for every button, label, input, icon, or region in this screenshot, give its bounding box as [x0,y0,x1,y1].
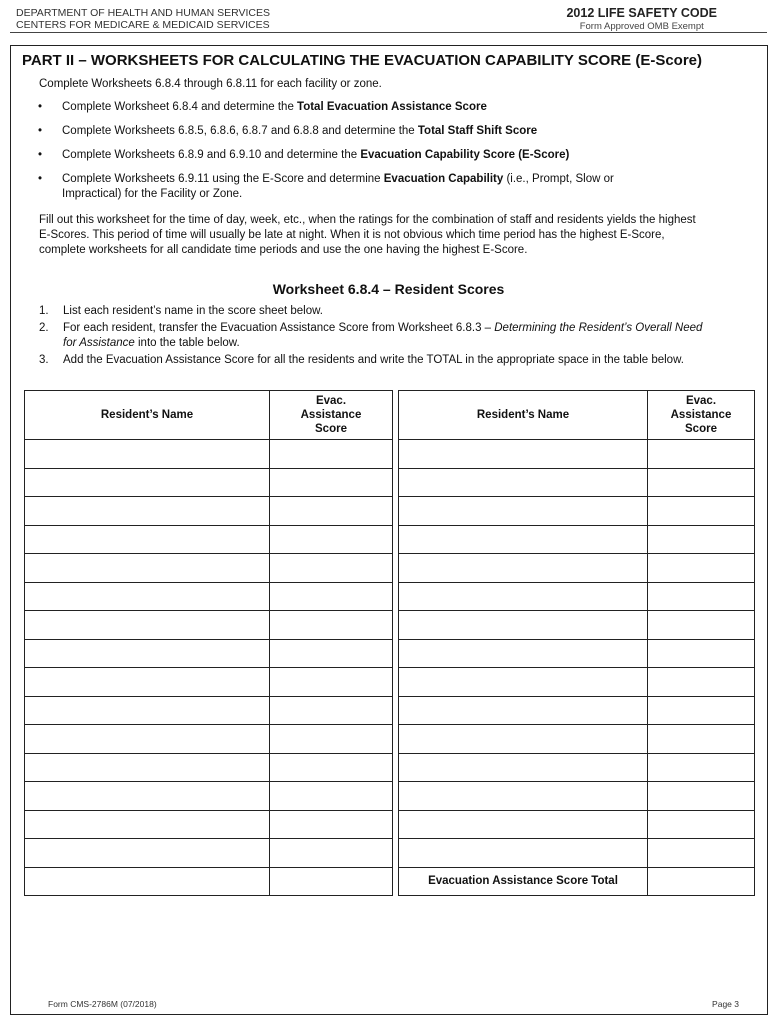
evac-score-cell[interactable] [648,753,755,782]
resident-name-cell[interactable] [399,497,648,526]
bullet-item: • Complete Worksheets 6.8.9 and 6.9.10 and determine the Evacuation Capability Score (E-Score) [38,148,718,163]
resident-name-cell[interactable] [399,839,648,868]
resident-name-cell[interactable] [25,782,270,811]
evac-score-cell[interactable] [648,468,755,497]
resident-name-cell[interactable] [25,839,270,868]
evac-score-cell[interactable] [648,611,755,640]
fill-out-instructions: Fill out this worksheet for the time of day, week, etc., when the ratings for the combination of staff and residents yields the highest E-Scores. This period of time will usually be late at night. When it is not obvious which time period has the highest E-Score, complete worksheets for all candidate time periods and use the one having the highest E-Score. [39,214,696,256]
evac-score-cell[interactable] [270,810,393,839]
resident-name-cell[interactable] [399,668,648,697]
evac-score-cell[interactable] [648,554,755,583]
table-row [25,440,393,469]
evac-score-header: Evac. Assistance Score [648,391,755,440]
agency-header [16,7,270,31]
resident-name-cell[interactable] [25,440,270,469]
resident-name-cell[interactable] [25,753,270,782]
document-title: 2012 LIFE SAFETY CODE [566,6,717,20]
resident-name-cell[interactable] [399,782,648,811]
table-row [399,639,755,668]
evac-score-cell[interactable] [270,867,393,896]
evac-score-cell[interactable] [270,668,393,697]
evac-score-cell[interactable] [648,440,755,469]
resident-name-cell[interactable] [25,611,270,640]
table-row [399,696,755,725]
evac-score-cell[interactable] [270,440,393,469]
evac-score-cell[interactable] [270,611,393,640]
table-row [25,554,393,583]
agency-line-1: DEPARTMENT OF HEALTH AND HUMAN SERVICES [16,7,270,19]
resident-name-cell[interactable] [399,725,648,754]
table-row [399,440,755,469]
evac-score-cell[interactable] [270,753,393,782]
bullet-item: • Complete Worksheets 6.9.11 using the E-Score and determine Evacuation Capability (i.e., Prompt, Slow or Impractical) for the Facility or Zone. [38,172,718,202]
resident-name-cell[interactable] [399,753,648,782]
agency-line-2: CENTERS FOR MEDICARE & MEDICAID SERVICES [16,19,270,31]
table-row [25,753,393,782]
table-row [399,582,755,611]
evac-score-cell[interactable] [648,839,755,868]
evac-score-cell[interactable] [648,696,755,725]
bullet-item: • Complete Worksheet 6.8.4 and determine the Total Evacuation Assistance Score [38,100,718,115]
header-divider [10,32,767,33]
resident-score-table-left [24,390,393,896]
score-total-label: Evacuation Assistance Score Total [399,867,648,896]
resident-name-header: Resident’s Name [399,391,648,440]
evac-score-cell[interactable] [648,639,755,668]
table-row [399,839,755,868]
table-row [399,753,755,782]
evac-score-cell[interactable] [270,696,393,725]
intro-text: Complete Worksheets 6.8.4 through 6.8.11 for each facility or zone. [39,78,382,90]
table-row [25,497,393,526]
part-title: PART II – WORKSHEETS FOR CALCULATING THE EVACUATION CAPABILITY SCORE (E-Score) [22,52,703,69]
resident-name-cell[interactable] [399,468,648,497]
resident-name-cell[interactable] [399,440,648,469]
bullet-item: • Complete Worksheets 6.8.5, 6.8.6, 6.8.7 and 6.8.8 and determine the Total Staff Shift Score [38,124,718,139]
evac-score-cell[interactable] [270,468,393,497]
table-row [25,525,393,554]
resident-name-cell[interactable] [25,468,270,497]
table-row [399,867,755,896]
worksheet-title: Worksheet 6.8.4 – Resident Scores [272,281,505,297]
table-row [25,725,393,754]
resident-name-cell[interactable] [25,497,270,526]
table-row [25,639,393,668]
resident-name-cell[interactable] [399,639,648,668]
evac-score-cell[interactable] [270,782,393,811]
table-row [25,582,393,611]
evac-score-cell[interactable] [270,839,393,868]
evac-score-cell[interactable] [270,725,393,754]
evac-score-cell[interactable] [648,725,755,754]
page-number: Page 3 [712,999,739,1009]
evac-score-cell[interactable] [648,497,755,526]
table-row [399,497,755,526]
form-number: Form CMS-2786M (07/2018) [48,999,157,1009]
evac-score-cell[interactable] [270,639,393,668]
table-row [399,554,755,583]
table-row [25,810,393,839]
table-row [399,468,755,497]
table-row [25,782,393,811]
evac-score-cell[interactable] [648,525,755,554]
omb-note: Form Approved OMB Exempt [579,21,704,32]
resident-name-cell[interactable] [399,810,648,839]
table-row [25,611,393,640]
worksheet-steps [39,304,719,370]
table-row [399,611,755,640]
evac-score-cell[interactable] [270,497,393,526]
resident-name-cell[interactable] [399,582,648,611]
resident-score-table-right [398,390,755,896]
resident-name-cell[interactable] [25,582,270,611]
evac-score-header: Evac. Assistance Score [270,391,393,440]
evac-score-cell[interactable] [648,668,755,697]
resident-name-cell[interactable] [25,696,270,725]
resident-name-cell[interactable] [399,611,648,640]
table-row [25,839,393,868]
table-row [399,725,755,754]
resident-name-cell[interactable] [399,696,648,725]
resident-name-cell[interactable] [25,525,270,554]
table-row [25,867,393,896]
evac-score-cell[interactable] [270,554,393,583]
table-row [25,668,393,697]
resident-name-cell[interactable] [25,725,270,754]
resident-name-cell[interactable] [25,810,270,839]
resident-name-cell[interactable] [25,867,270,896]
form-title-block [566,6,717,32]
table-row [399,668,755,697]
table-row [399,810,755,839]
evac-score-cell[interactable] [648,582,755,611]
table-row [25,696,393,725]
score-total-cell[interactable] [648,867,755,896]
table-row [399,782,755,811]
evac-score-cell[interactable] [648,810,755,839]
resident-name-cell[interactable] [399,525,648,554]
evac-score-cell[interactable] [270,582,393,611]
evac-score-cell[interactable] [270,525,393,554]
table-row [25,468,393,497]
table-row [399,525,755,554]
resident-name-header: Resident’s Name [25,391,270,440]
resident-name-cell[interactable] [25,668,270,697]
step-item: 1. List each resident’s name in the score sheet below. [39,305,323,317]
step-item: 2. For each resident, transfer the Evacuation Assistance Score from Worksheet 6.8.3 – Determining the Resident’s Overall Need for Assistance into the table below. [39,322,703,349]
resident-name-cell[interactable] [25,639,270,668]
resident-name-cell[interactable] [25,554,270,583]
resident-name-cell[interactable] [399,554,648,583]
instruction-bullets [38,100,718,211]
step-item: 3. Add the Evacuation Assistance Score for all the residents and write the TOTAL in the appropriate space in the table below. [39,354,684,366]
evac-score-cell[interactable] [648,782,755,811]
